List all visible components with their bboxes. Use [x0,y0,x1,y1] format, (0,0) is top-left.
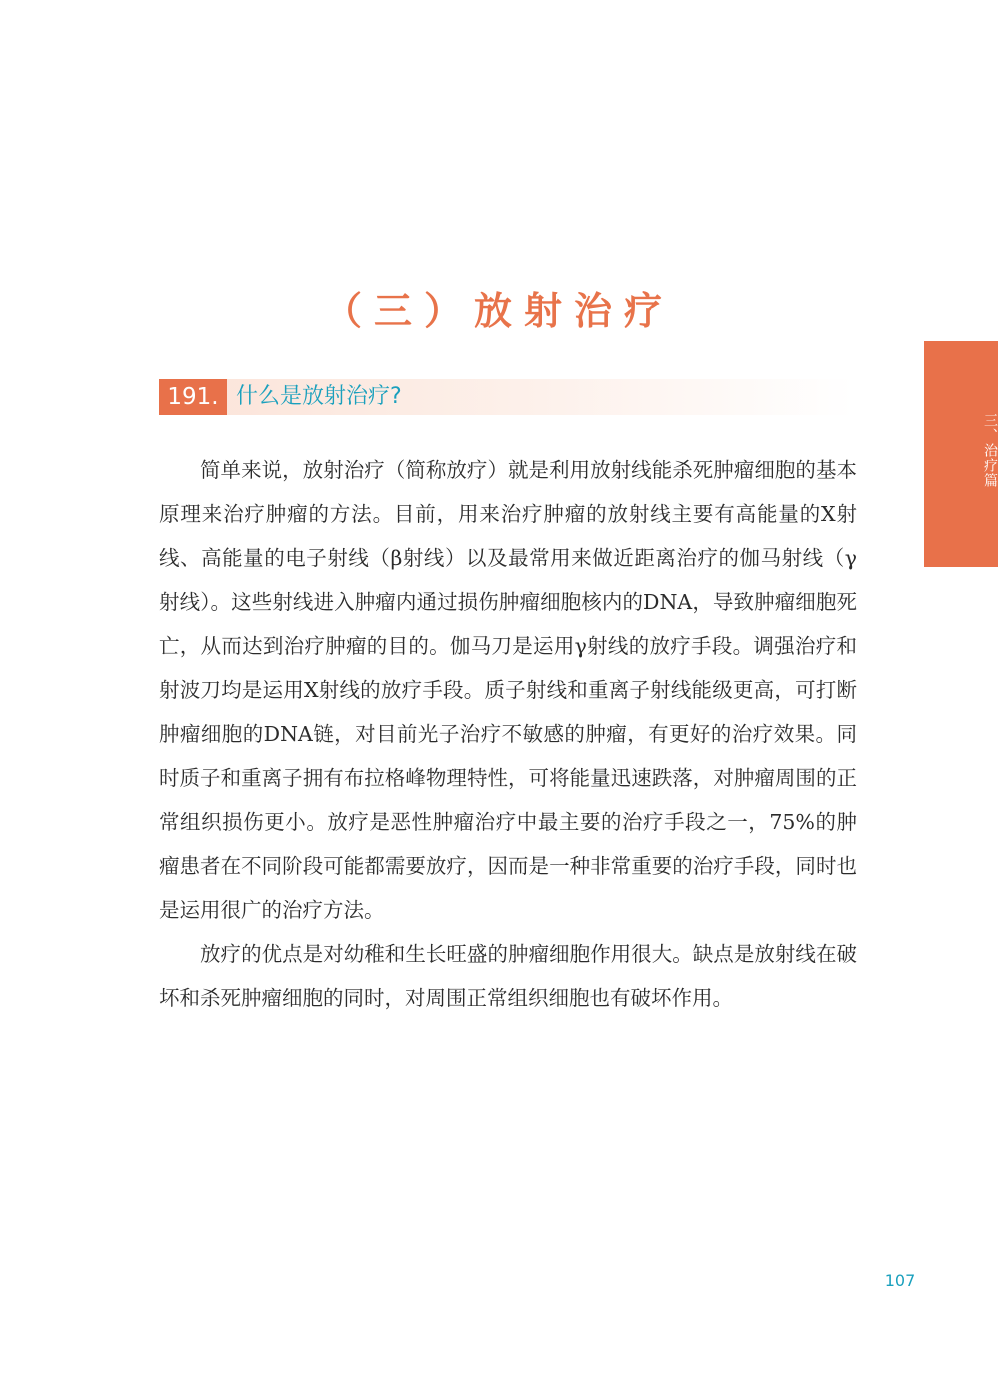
question-heading-bar [159,379,854,415]
chapter-title: （三）放射治疗 [323,289,674,334]
question-title: 什么是放射治疗? [236,384,402,409]
side-section-tab-label: 三、治疗篇 [982,413,998,488]
question-number-badge: 191. [159,379,227,415]
body-paragraph-2: 放疗的优点是对幼稚和生长旺盛的肿瘤细胞作用很大。缺点是放射线在破坏和杀死肿瘤细胞的同时，对周围正常组织细胞也有破坏作用。 [159,942,857,1010]
side-section-tab [924,341,998,567]
page-number: 107 [884,1271,916,1290]
body-text [159,448,857,1020]
body-paragraph-1: 简单来说，放射治疗（简称放疗）就是利用放射线能杀死肿瘤细胞的基本原理来治疗肿瘤的方法。目前，用来治疗肿瘤的放射线主要有高能量的X射线、高能量的电子射线（β射线）以及最常用来做近距离治疗的伽马射线（γ射线）。这些射线进入肿瘤内通过损伤肿瘤细胞核内的DNA，导致肿瘤细胞死亡，从而达到治疗肿瘤的目的。伽马刀是运用γ射线的放疗手段。调强治疗和射波刀均是运用X射线的放疗手段。质子射线和重离子射线能级更高，可打断肿瘤细胞的DNA链，对目前光子治疗不敏感的肿瘤，有更好的治疗效果。同时质子和重离子拥有布拉格峰物理特性，可将能量迅速跌落，对肿瘤周围的正常组织损伤更小。放疗是恶性肿瘤治疗中最主要的治疗手段之一，75%的肿瘤患者在不同阶段可能都需要放疗，因而是一种非常重要的治疗手段，同时也是运用很广的治疗方法。 [159,458,857,922]
